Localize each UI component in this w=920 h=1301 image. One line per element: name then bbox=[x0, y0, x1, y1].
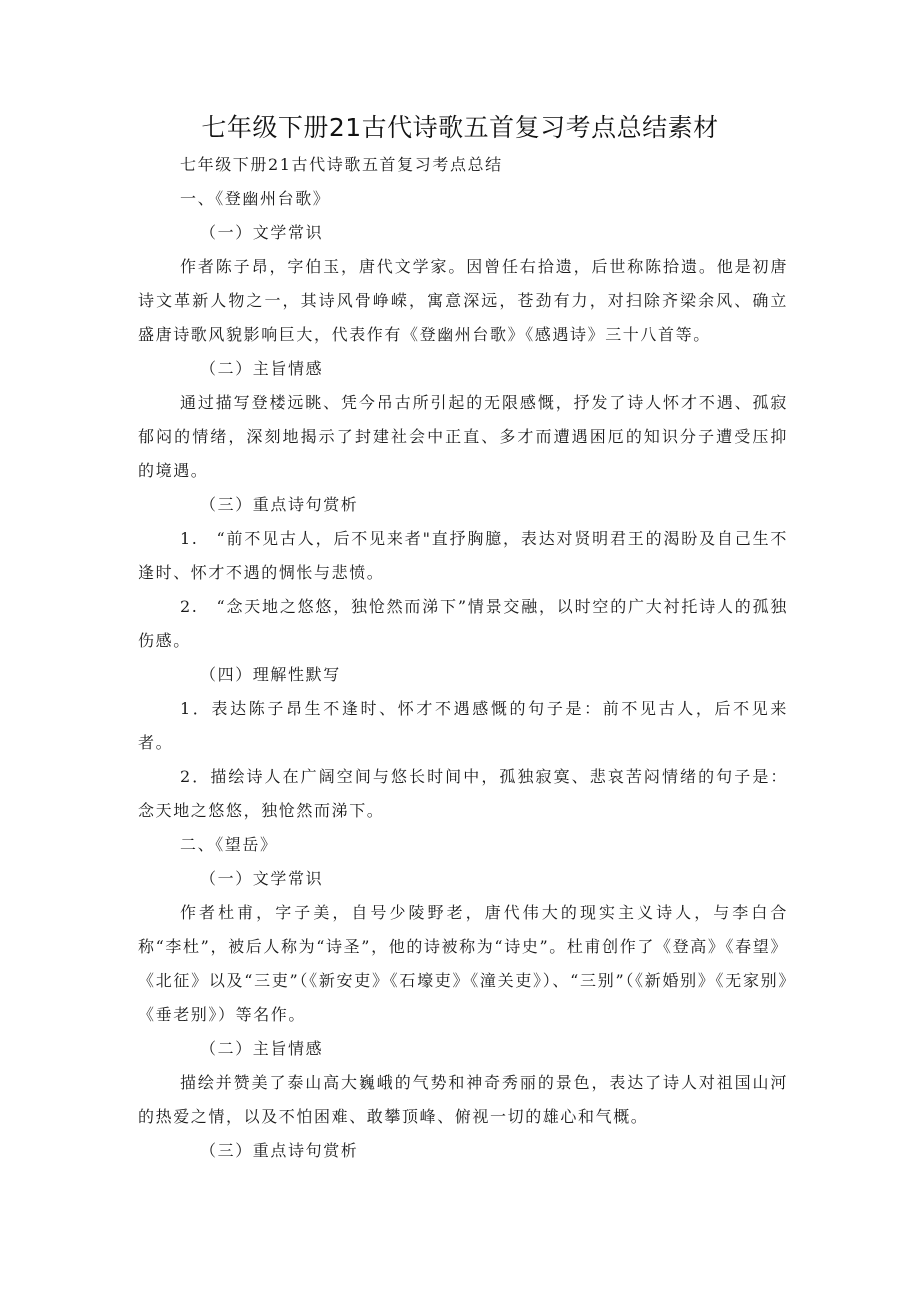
subsection-heading: （一）文学常识 bbox=[200, 869, 324, 888]
section-heading: 一、《登幽州台歌》 bbox=[180, 189, 331, 208]
paragraph: 描绘并赞美了泰山高大巍峨的气势和神奇秀丽的景色，表达了诗人对祖国山河的热爱之情，以及不怕困难、敢攀顶峰、俯视一切的雄心和气概。 bbox=[138, 1073, 788, 1126]
paragraph: 作者杜甫，字子美，自号少陵野老，唐代伟大的现实主义诗人，与李白合称“李杜”，被后人称为“诗圣”，他的诗被称为“诗史”。杜甫创作了《登高》《春望》《北征》以及“三吏”（《新安吏》《石壕吏》《潼关吏》）、“三别”（《新婚别》《无家别》《垂老别》）等名作。 bbox=[138, 903, 788, 1024]
list-item: 2. “念天地之悠悠，独怆然而涕下”情景交融，以时空的广大衬托诗人的孤独伤感。 bbox=[138, 597, 788, 650]
subsection-heading: （一）文学常识 bbox=[200, 223, 324, 242]
paragraph: 作者陈子昂，字伯玉，唐代文学家。因曾任右拾遗，后世称陈拾遗。他是初唐诗文革新人物之一，其诗风骨峥嵘，寓意深远，苍劲有力，对扫除齐梁余风、确立盛唐诗歌风貌影响巨大，代表作有《登幽州台歌》《感遇诗》三十八首等。 bbox=[138, 257, 788, 344]
subsection-heading: （二）主旨情感 bbox=[200, 359, 324, 378]
subsection-heading: （四）理解性默写 bbox=[200, 665, 341, 684]
list-item: 1．表达陈子昂生不逢时、怀才不遇感慨的句子是：前不见古人，后不见来者。 bbox=[138, 699, 788, 752]
section-heading: 二、《望岳》 bbox=[180, 835, 278, 854]
paragraph: 通过描写登楼远眺、凭今吊古所引起的无限感慨，抒发了诗人怀才不遇、孤寂郁闷的情绪，深刻地揭示了封建社会中正直、多才而遭遇困厄的知识分子遭受压抑的境遇。 bbox=[138, 393, 788, 480]
document-title: 七年级下册21古代诗歌五首复习考点总结素材 bbox=[201, 113, 719, 142]
subsection-heading: （三）重点诗句赏析 bbox=[200, 495, 359, 514]
document-body bbox=[138, 148, 788, 1168]
list-item: 1. “前不见古人，后不见来者"直抒胸臆，表达对贤明君王的渴盼及自己生不逢时、怀才不遇的惆怅与悲愤。 bbox=[138, 529, 788, 582]
document-subtitle: 七年级下册21古代诗歌五首复习考点总结 bbox=[180, 155, 503, 174]
list-item: 2．描绘诗人在广阔空间与悠长时间中，孤独寂寞、悲哀苦闷情绪的句子是：念天地之悠悠，独怆然而涕下。 bbox=[138, 767, 788, 820]
subsection-heading: （三）重点诗句赏析 bbox=[200, 1141, 359, 1160]
subsection-heading: （二）主旨情感 bbox=[200, 1039, 324, 1058]
